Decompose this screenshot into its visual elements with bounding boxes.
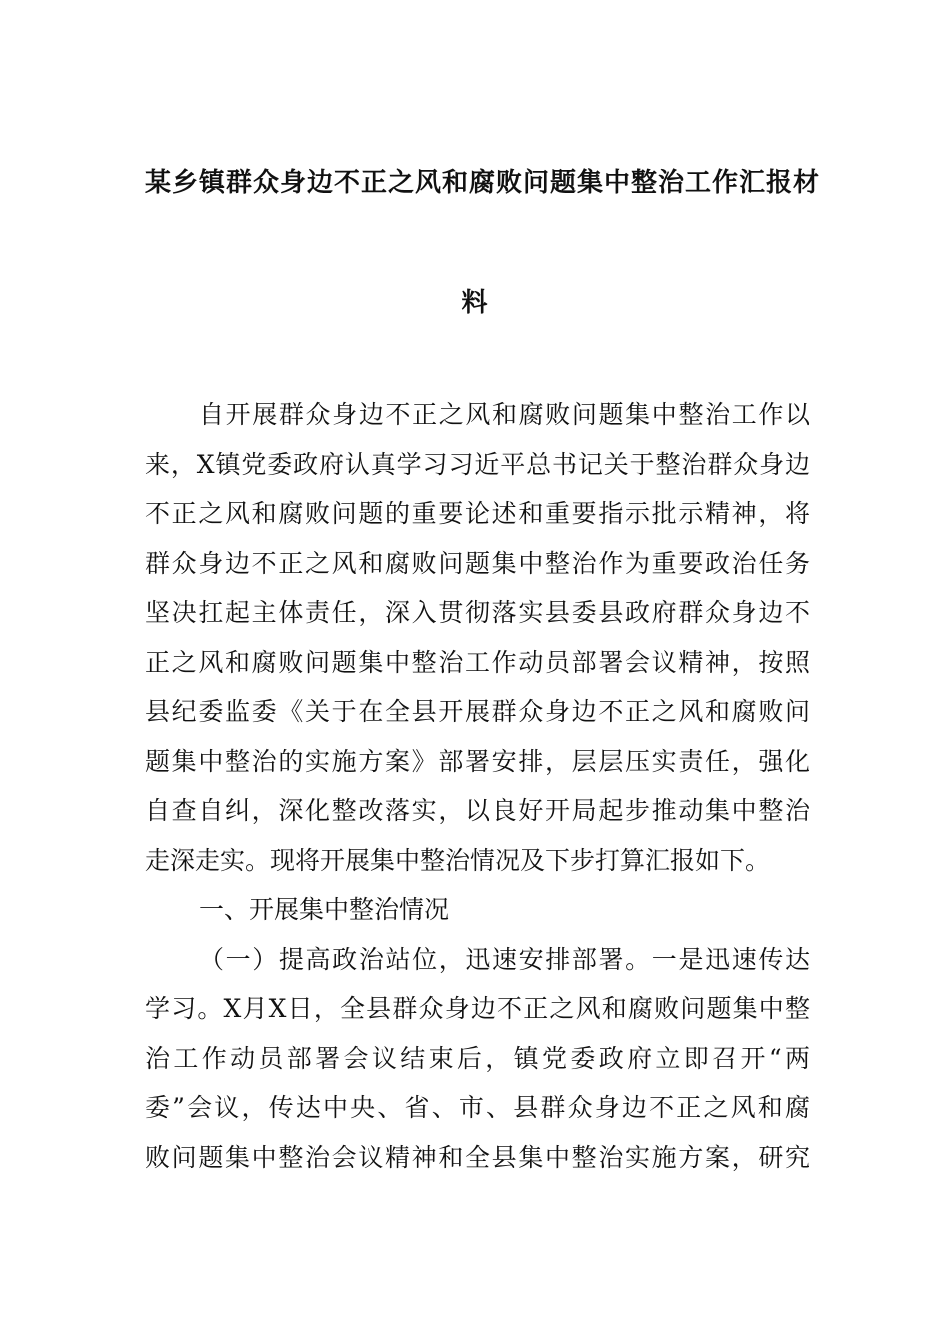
paragraph-section-line: 委”会议，传达中央、省、市、县群众身边不正之风和腐	[145, 1093, 810, 1122]
paragraph-section-line: （一）提高政治站位，迅速安排部署。一是迅速传达	[199, 944, 810, 974]
section-heading: 一、开展集中整治情况	[199, 895, 450, 924]
paragraph-intro-line: 不正之风和腐败问题的重要论述和重要指示批示精神，将	[145, 499, 810, 528]
paragraph-intro-line: 题集中整治的实施方案》部署安排，层层压实责任，强化	[145, 746, 810, 776]
paragraph-intro-line: 群众身边不正之风和腐败问题集中整治作为重要政治任务	[145, 548, 810, 578]
paragraph-intro-line: 县纪委监委《关于在全县开展群众身边不正之风和腐败问	[145, 697, 810, 726]
paragraph-intro-line: 自查自纠，深化整改落实，以良好开局起步推动集中整治	[145, 796, 810, 825]
paragraph-intro-line: 来，X镇党委政府认真学习习近平总书记关于整治群众身边	[145, 449, 810, 479]
document-body	[145, 395, 810, 1187]
paragraph-section-line: 学习。X月X日，全县群众身边不正之风和腐败问题集中整	[145, 994, 810, 1023]
paragraph-section-line: 败问题集中整治会议精神和全县集中整治实施方案，研究	[145, 1142, 810, 1172]
document-title-line-2: 料	[461, 288, 489, 318]
paragraph-intro-line: 坚决扛起主体责任，深入贯彻落实县委县政府群众身边不	[145, 598, 810, 627]
paragraph-intro-line: 正之风和腐败问题集中整治工作动员部署会议精神，按照	[145, 647, 810, 677]
paragraph-intro-line: 自开展群众身边不正之风和腐败问题集中整治工作以	[199, 400, 810, 429]
paragraph-section-line: 治工作动员部署会议结束后，镇党委政府立即召开“两	[145, 1043, 810, 1073]
paragraph-intro-line: 走深走实。现将开展集中整治情况及下步打算汇报如下。	[145, 845, 771, 875]
document-title-line-1: 某乡镇群众身边不正之风和腐败问题集中整治工作汇报材	[145, 168, 821, 198]
